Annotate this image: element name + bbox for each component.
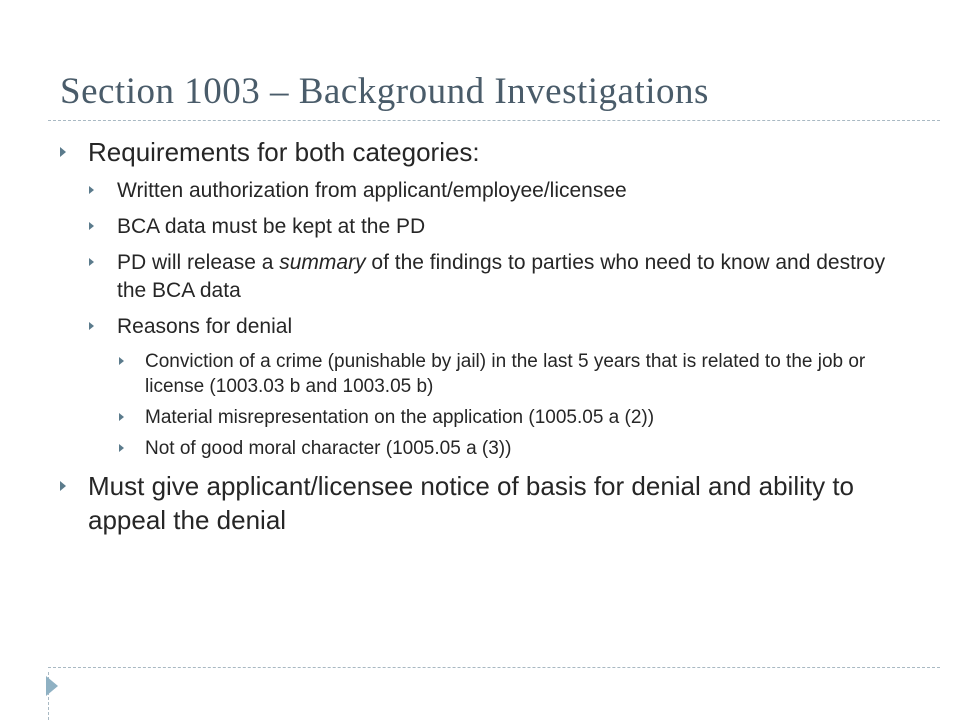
bullet-text-post: of the findings to parties who need to know and destroy the BCA data (117, 251, 886, 302)
sub-sub-bullet-moral-character (60, 436, 920, 461)
title-divider (48, 120, 940, 121)
sub-sub-bullet-conviction (60, 349, 920, 399)
triangle-bullet-icon (89, 258, 94, 266)
bullet-text: Must give applicant/licensee notice of basis for denial and ability to appeal the denial (88, 471, 854, 535)
sub-bullet-release-summary (60, 249, 920, 305)
bullet-notice-of-denial (60, 469, 920, 537)
bullet-text: BCA data must be kept at the PD (117, 215, 426, 238)
bullet-text: Reasons for denial (117, 315, 293, 338)
triangle-bullet-icon (119, 357, 124, 365)
triangle-bullet-icon (119, 444, 124, 452)
bullet-text: Material misrepresentation on the application (1005.05 a (2)) (145, 407, 655, 428)
bullet-text-emphasis: summary (279, 251, 366, 274)
triangle-bullet-icon (60, 481, 66, 491)
triangle-bullet-icon (89, 186, 94, 194)
bullet-text: Written authorization from applicant/employee/licensee (117, 179, 627, 202)
triangle-bullet-icon (119, 413, 124, 421)
triangle-bullet-icon (89, 222, 94, 230)
bullet-text: Conviction of a crime (punishable by jail) in the last 5 years that is related to the job or license (1003.03 b and 1003.05 b) (145, 351, 866, 397)
triangle-bullet-icon (60, 147, 66, 157)
bullet-text: Requirements for both categories: (88, 137, 480, 167)
corner-triangle-icon (46, 676, 58, 696)
slide-body (60, 135, 920, 543)
triangle-bullet-icon (89, 322, 94, 330)
bullet-requirements (60, 135, 920, 169)
sub-bullet-reasons-for-denial (60, 313, 920, 341)
sub-sub-bullet-misrepresentation (60, 405, 920, 430)
bullet-text-pre: PD will release a (117, 251, 280, 274)
sub-bullet-written-authorization (60, 177, 920, 205)
bullet-text: Not of good moral character (1005.05 a (3)) (145, 438, 512, 459)
slide-title: Section 1003 – Background Investigations (60, 71, 709, 112)
footer-divider (48, 667, 940, 668)
sub-bullet-bca-data (60, 213, 920, 241)
